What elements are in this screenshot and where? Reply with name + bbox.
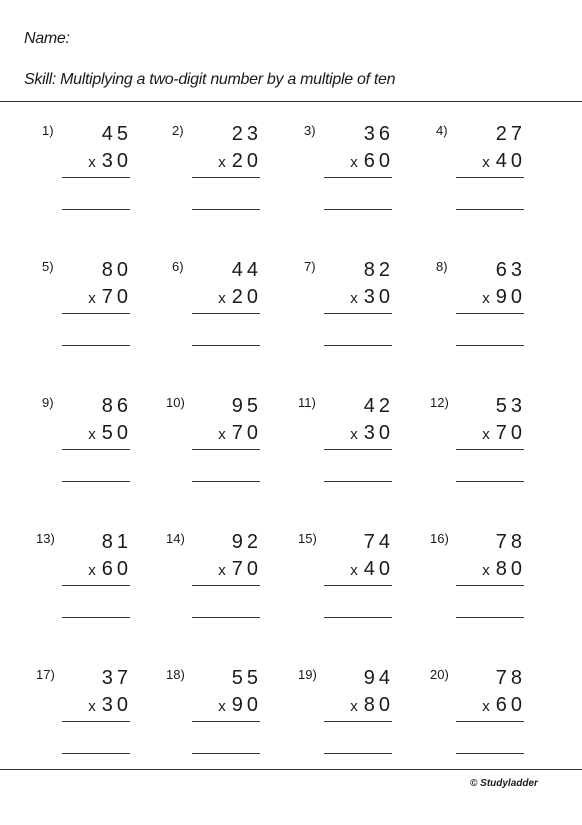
multiplier-row: [350, 150, 394, 173]
multiplier-row: [88, 286, 132, 309]
problem-number: 18): [166, 667, 185, 682]
answer-blank[interactable]: [456, 345, 524, 346]
problem: [166, 395, 262, 485]
product-underline: [456, 721, 524, 722]
problem-number: 9): [42, 395, 54, 410]
product-underline: [324, 721, 392, 722]
product-underline: [456, 449, 524, 450]
problem: [42, 259, 132, 349]
problem-number: 13): [36, 531, 55, 546]
multiplicand: 55: [231, 667, 262, 689]
problem: [36, 667, 132, 757]
product-underline: [192, 721, 260, 722]
problem-number: 19): [298, 667, 317, 682]
multiplicand: 63: [495, 259, 526, 281]
multiplier-row: [88, 150, 132, 173]
multiplicand: 44: [231, 259, 262, 281]
problem-number: 15): [298, 531, 317, 546]
multiply-sign: x: [482, 698, 496, 715]
problem-number: 16): [430, 531, 449, 546]
answer-blank[interactable]: [192, 209, 260, 210]
problem-number: 10): [166, 395, 185, 410]
multiply-sign: x: [218, 562, 232, 579]
answer-blank[interactable]: [456, 209, 524, 210]
answer-blank[interactable]: [62, 481, 130, 482]
multiplier: 90: [231, 694, 262, 716]
multiplicand: 36: [363, 123, 394, 145]
multiplicand: 23: [231, 123, 262, 145]
multiplier-row: [218, 694, 262, 717]
multiply-sign: x: [350, 154, 364, 171]
multiplier: 90: [495, 286, 526, 308]
multiplier-row: [88, 422, 132, 445]
multiplier-row: [350, 558, 394, 581]
multiplier-row: [218, 558, 262, 581]
multiplicand: 80: [101, 259, 132, 281]
product-underline: [192, 585, 260, 586]
multiply-sign: x: [350, 426, 364, 443]
multiplier-row: [350, 422, 394, 445]
problem-number: 12): [430, 395, 449, 410]
multiplicand: 92: [231, 531, 262, 553]
multiplier: 60: [101, 558, 132, 580]
answer-blank[interactable]: [324, 481, 392, 482]
multiplier: 40: [363, 558, 394, 580]
problem-number: 3): [304, 123, 316, 138]
multiply-sign: x: [482, 562, 496, 579]
multiplicand: 27: [495, 123, 526, 145]
answer-blank[interactable]: [456, 481, 524, 482]
problem-number: 2): [172, 123, 184, 138]
problem-number: 6): [172, 259, 184, 274]
multiplier-row: [482, 558, 526, 581]
skill-label: Skill: Multiplying a two-digit number by a multiple of ten: [24, 71, 396, 88]
multiplicand: 95: [231, 395, 262, 417]
problem: [166, 531, 262, 621]
problem-number: 17): [36, 667, 55, 682]
answer-blank[interactable]: [62, 617, 130, 618]
answer-blank[interactable]: [62, 345, 130, 346]
product-underline: [456, 585, 524, 586]
multiplicand: 45: [101, 123, 132, 145]
multiplier-row: [482, 694, 526, 717]
problem-number: 8): [436, 259, 448, 274]
multiplicand: 78: [495, 667, 526, 689]
problem: [172, 123, 262, 213]
answer-blank[interactable]: [192, 753, 260, 754]
problem: [298, 395, 394, 485]
multiplier-row: [218, 150, 262, 173]
multiply-sign: x: [88, 698, 102, 715]
multiply-sign: x: [482, 426, 496, 443]
multiplier-row: [218, 286, 262, 309]
problem-number: 7): [304, 259, 316, 274]
multiply-sign: x: [350, 562, 364, 579]
multiplier-row: [482, 286, 526, 309]
multiplier: 20: [231, 286, 262, 308]
multiplicand: 82: [363, 259, 394, 281]
multiplicand: 37: [101, 667, 132, 689]
answer-blank[interactable]: [324, 753, 392, 754]
problem-number: 5): [42, 259, 54, 274]
multiplicand: 74: [363, 531, 394, 553]
problem: [304, 259, 394, 349]
product-underline: [192, 313, 260, 314]
product-underline: [324, 585, 392, 586]
multiplicand: 78: [495, 531, 526, 553]
product-underline: [62, 313, 130, 314]
multiplier: 70: [231, 422, 262, 444]
product-underline: [324, 313, 392, 314]
multiply-sign: x: [482, 290, 496, 307]
multiplier-row: [350, 286, 394, 309]
answer-blank[interactable]: [192, 617, 260, 618]
answer-blank[interactable]: [456, 617, 524, 618]
multiplier: 70: [231, 558, 262, 580]
multiplier-row: [88, 558, 132, 581]
multiplier: 20: [231, 150, 262, 172]
product-underline: [324, 177, 392, 178]
multiplier: 60: [363, 150, 394, 172]
header-divider: [0, 101, 582, 102]
problem: [430, 531, 526, 621]
multiply-sign: x: [482, 154, 496, 171]
problem: [42, 395, 132, 485]
problem-number: 1): [42, 123, 54, 138]
multiplicand: 94: [363, 667, 394, 689]
product-underline: [192, 177, 260, 178]
answer-blank[interactable]: [324, 209, 392, 210]
multiplier: 70: [495, 422, 526, 444]
problem-number: 14): [166, 531, 185, 546]
multiply-sign: x: [350, 698, 364, 715]
multiplier-row: [350, 694, 394, 717]
multiplicand: 53: [495, 395, 526, 417]
problem: [42, 123, 132, 213]
problem: [304, 123, 394, 213]
answer-blank[interactable]: [324, 345, 392, 346]
multiplier: 30: [101, 150, 132, 172]
product-underline: [456, 177, 524, 178]
problem: [436, 259, 526, 349]
multiply-sign: x: [88, 426, 102, 443]
problem: [430, 395, 526, 485]
answer-blank[interactable]: [62, 753, 130, 754]
product-underline: [62, 177, 130, 178]
problem: [298, 531, 394, 621]
problem: [166, 667, 262, 757]
product-underline: [62, 721, 130, 722]
problem: [172, 259, 262, 349]
product-underline: [456, 313, 524, 314]
product-underline: [324, 449, 392, 450]
multiplier: 70: [101, 286, 132, 308]
multiply-sign: x: [350, 290, 364, 307]
answer-blank[interactable]: [192, 345, 260, 346]
answer-blank[interactable]: [62, 209, 130, 210]
multiplicand: 42: [363, 395, 394, 417]
multiply-sign: x: [218, 290, 232, 307]
problem-number: 4): [436, 123, 448, 138]
multiplier-row: [88, 694, 132, 717]
multiply-sign: x: [88, 154, 102, 171]
product-underline: [192, 449, 260, 450]
multiplier-row: [218, 422, 262, 445]
multiply-sign: x: [88, 562, 102, 579]
copyright-notice: © Studyladder: [470, 778, 538, 789]
answer-blank[interactable]: [192, 481, 260, 482]
multiply-sign: x: [88, 290, 102, 307]
multiply-sign: x: [218, 698, 232, 715]
multiply-sign: x: [218, 426, 232, 443]
multiplier: 80: [495, 558, 526, 580]
problem: [430, 667, 526, 757]
multiplier: 40: [495, 150, 526, 172]
multiplier: 30: [101, 694, 132, 716]
answer-blank[interactable]: [324, 617, 392, 618]
problem: [436, 123, 526, 213]
multiplier: 60: [495, 694, 526, 716]
multiplier-row: [482, 150, 526, 173]
answer-blank[interactable]: [456, 753, 524, 754]
product-underline: [62, 585, 130, 586]
multiplier: 80: [363, 694, 394, 716]
multiplier-row: [482, 422, 526, 445]
multiplier: 30: [363, 422, 394, 444]
multiplicand: 86: [101, 395, 132, 417]
problem-number: 20): [430, 667, 449, 682]
multiplier: 30: [363, 286, 394, 308]
multiplier: 50: [101, 422, 132, 444]
problem: [298, 667, 394, 757]
product-underline: [62, 449, 130, 450]
footer-divider: [0, 769, 582, 770]
problem: [36, 531, 132, 621]
multiply-sign: x: [218, 154, 232, 171]
name-label: Name:: [24, 30, 70, 47]
problem-number: 11): [298, 395, 316, 410]
multiplicand: 81: [101, 531, 132, 553]
